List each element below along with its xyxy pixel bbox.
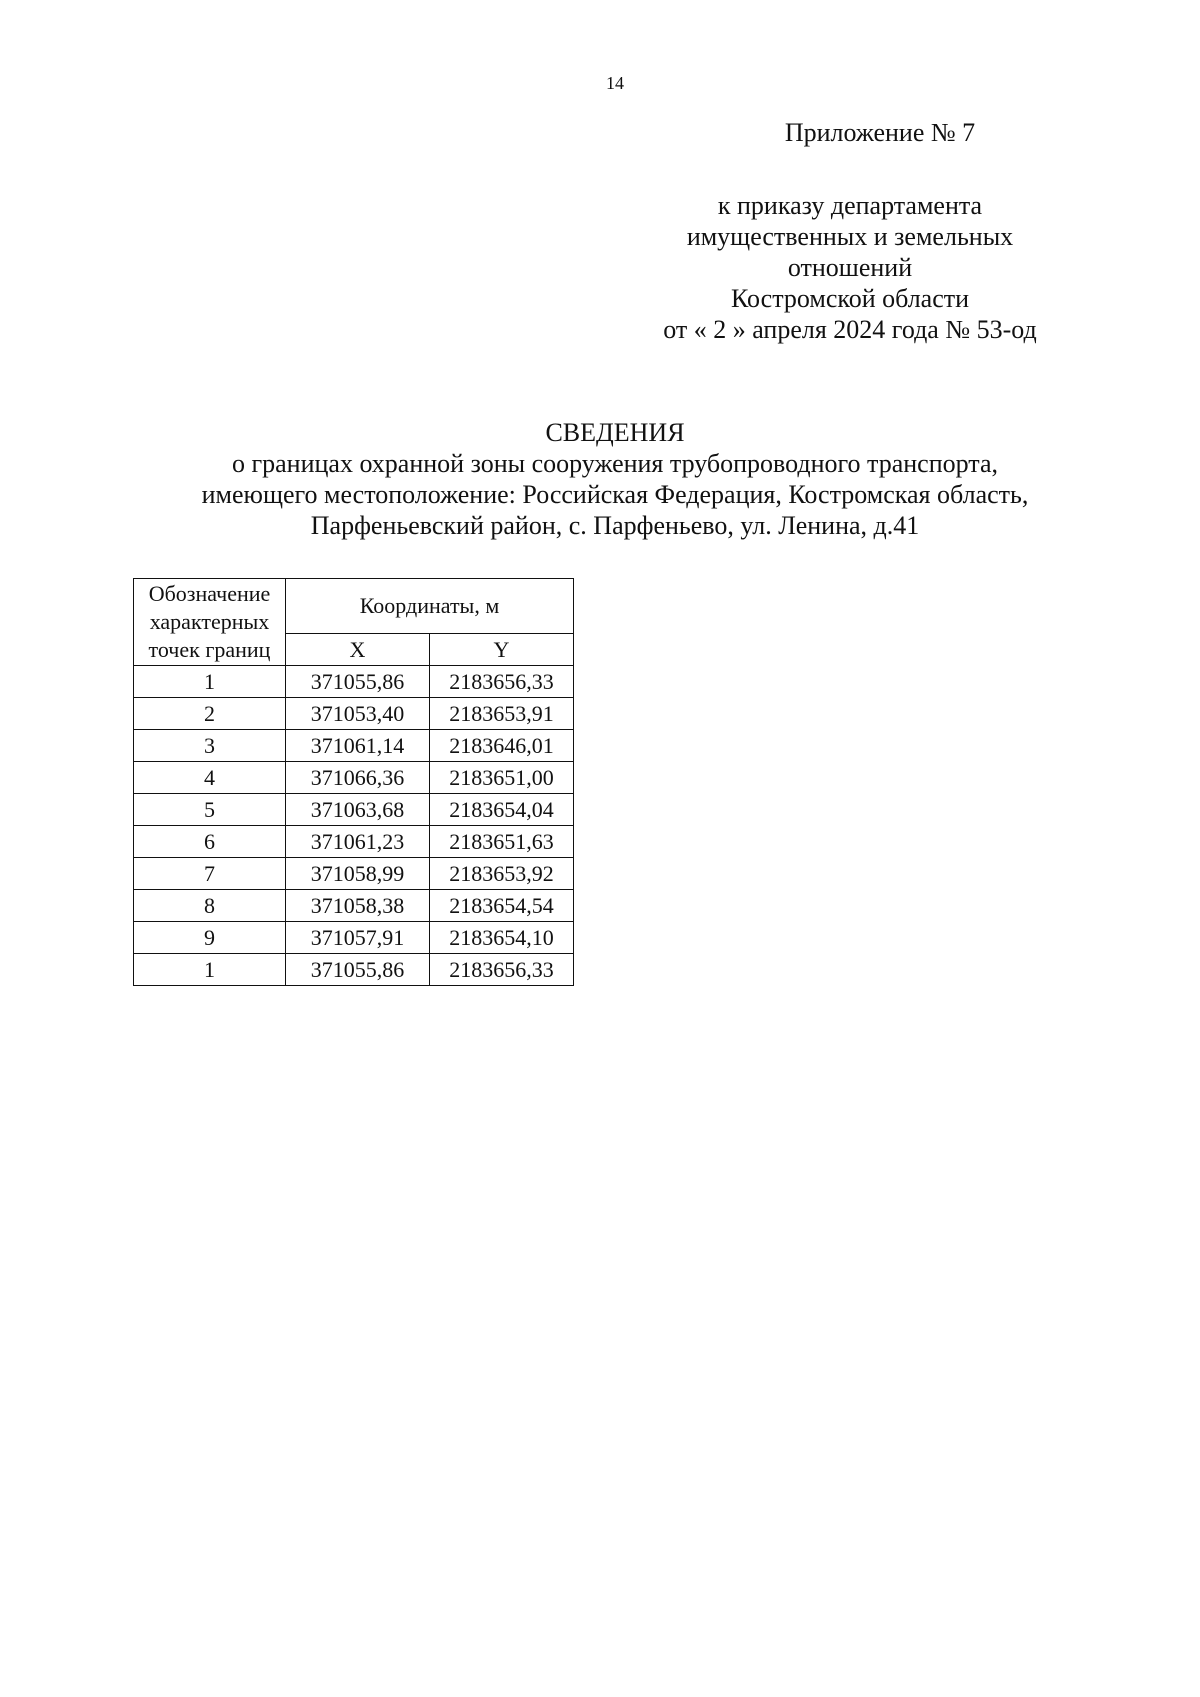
appendix-title: Приложение № 7 xyxy=(784,118,976,147)
order-line: от « 2 » апреля 2024 года № 53-од xyxy=(663,315,1037,344)
x-cell: 371058,99 xyxy=(286,858,430,890)
y-cell: 2183653,91 xyxy=(430,698,574,730)
x-cell: 371061,14 xyxy=(286,730,430,762)
header-line: точек границ xyxy=(148,637,271,662)
x-cell: 371055,86 xyxy=(286,954,430,986)
table-row xyxy=(134,858,574,890)
point-cell: 8 xyxy=(134,890,286,922)
x-cell: 371057,91 xyxy=(286,922,430,954)
table-row xyxy=(134,794,574,826)
heading-line: Парфеньевский район, с. Парфеньево, ул. Ленина, д.41 xyxy=(310,511,920,540)
page-number: 14 xyxy=(606,73,624,93)
table-row xyxy=(134,826,574,858)
point-cell: 3 xyxy=(134,730,286,762)
table-row xyxy=(134,730,574,762)
order-reference xyxy=(640,190,1060,345)
point-designation-header xyxy=(134,579,286,666)
y-cell: 2183646,01 xyxy=(430,730,574,762)
document-heading xyxy=(120,417,1110,541)
x-header: X xyxy=(286,634,430,666)
y-header: Y xyxy=(430,634,574,666)
point-cell: 9 xyxy=(134,922,286,954)
point-cell: 7 xyxy=(134,858,286,890)
y-cell: 2183651,63 xyxy=(430,826,574,858)
order-line: отношений xyxy=(787,253,913,282)
header-line: Обозначение xyxy=(148,581,271,606)
table-body xyxy=(134,666,574,986)
point-cell: 2 xyxy=(134,698,286,730)
order-line: имущественных и земельных xyxy=(686,222,1014,251)
table-row xyxy=(134,666,574,698)
y-cell: 2183653,92 xyxy=(430,858,574,890)
y-cell: 2183656,33 xyxy=(430,954,574,986)
x-cell: 371063,68 xyxy=(286,794,430,826)
table-row xyxy=(134,890,574,922)
point-cell: 5 xyxy=(134,794,286,826)
x-cell: 371055,86 xyxy=(286,666,430,698)
x-cell: 371066,36 xyxy=(286,762,430,794)
y-cell: 2183656,33 xyxy=(430,666,574,698)
coordinates-table xyxy=(133,578,574,986)
order-line: к приказу департамента xyxy=(717,191,983,220)
point-cell: 4 xyxy=(134,762,286,794)
document-title: СВЕДЕНИЯ xyxy=(545,418,685,447)
table-row xyxy=(134,762,574,794)
x-cell: 371053,40 xyxy=(286,698,430,730)
y-cell: 2183654,54 xyxy=(430,890,574,922)
header-line: характерных xyxy=(149,609,270,634)
x-cell: 371061,23 xyxy=(286,826,430,858)
point-cell: 6 xyxy=(134,826,286,858)
y-cell: 2183654,04 xyxy=(430,794,574,826)
y-cell: 2183651,00 xyxy=(430,762,574,794)
point-cell: 1 xyxy=(134,954,286,986)
table-row xyxy=(134,698,574,730)
heading-line: имеющего местоположение: Российская Федерация, Костромская область, xyxy=(201,480,1029,509)
point-cell: 1 xyxy=(134,666,286,698)
heading-line: о границах охранной зоны сооружения трубопроводного транспорта, xyxy=(231,449,999,478)
y-cell: 2183654,10 xyxy=(430,922,574,954)
table-row xyxy=(134,954,574,986)
table-row xyxy=(134,922,574,954)
coordinates-header: Координаты, м xyxy=(286,579,574,634)
x-cell: 371058,38 xyxy=(286,890,430,922)
order-line: Костромской области xyxy=(730,284,970,313)
